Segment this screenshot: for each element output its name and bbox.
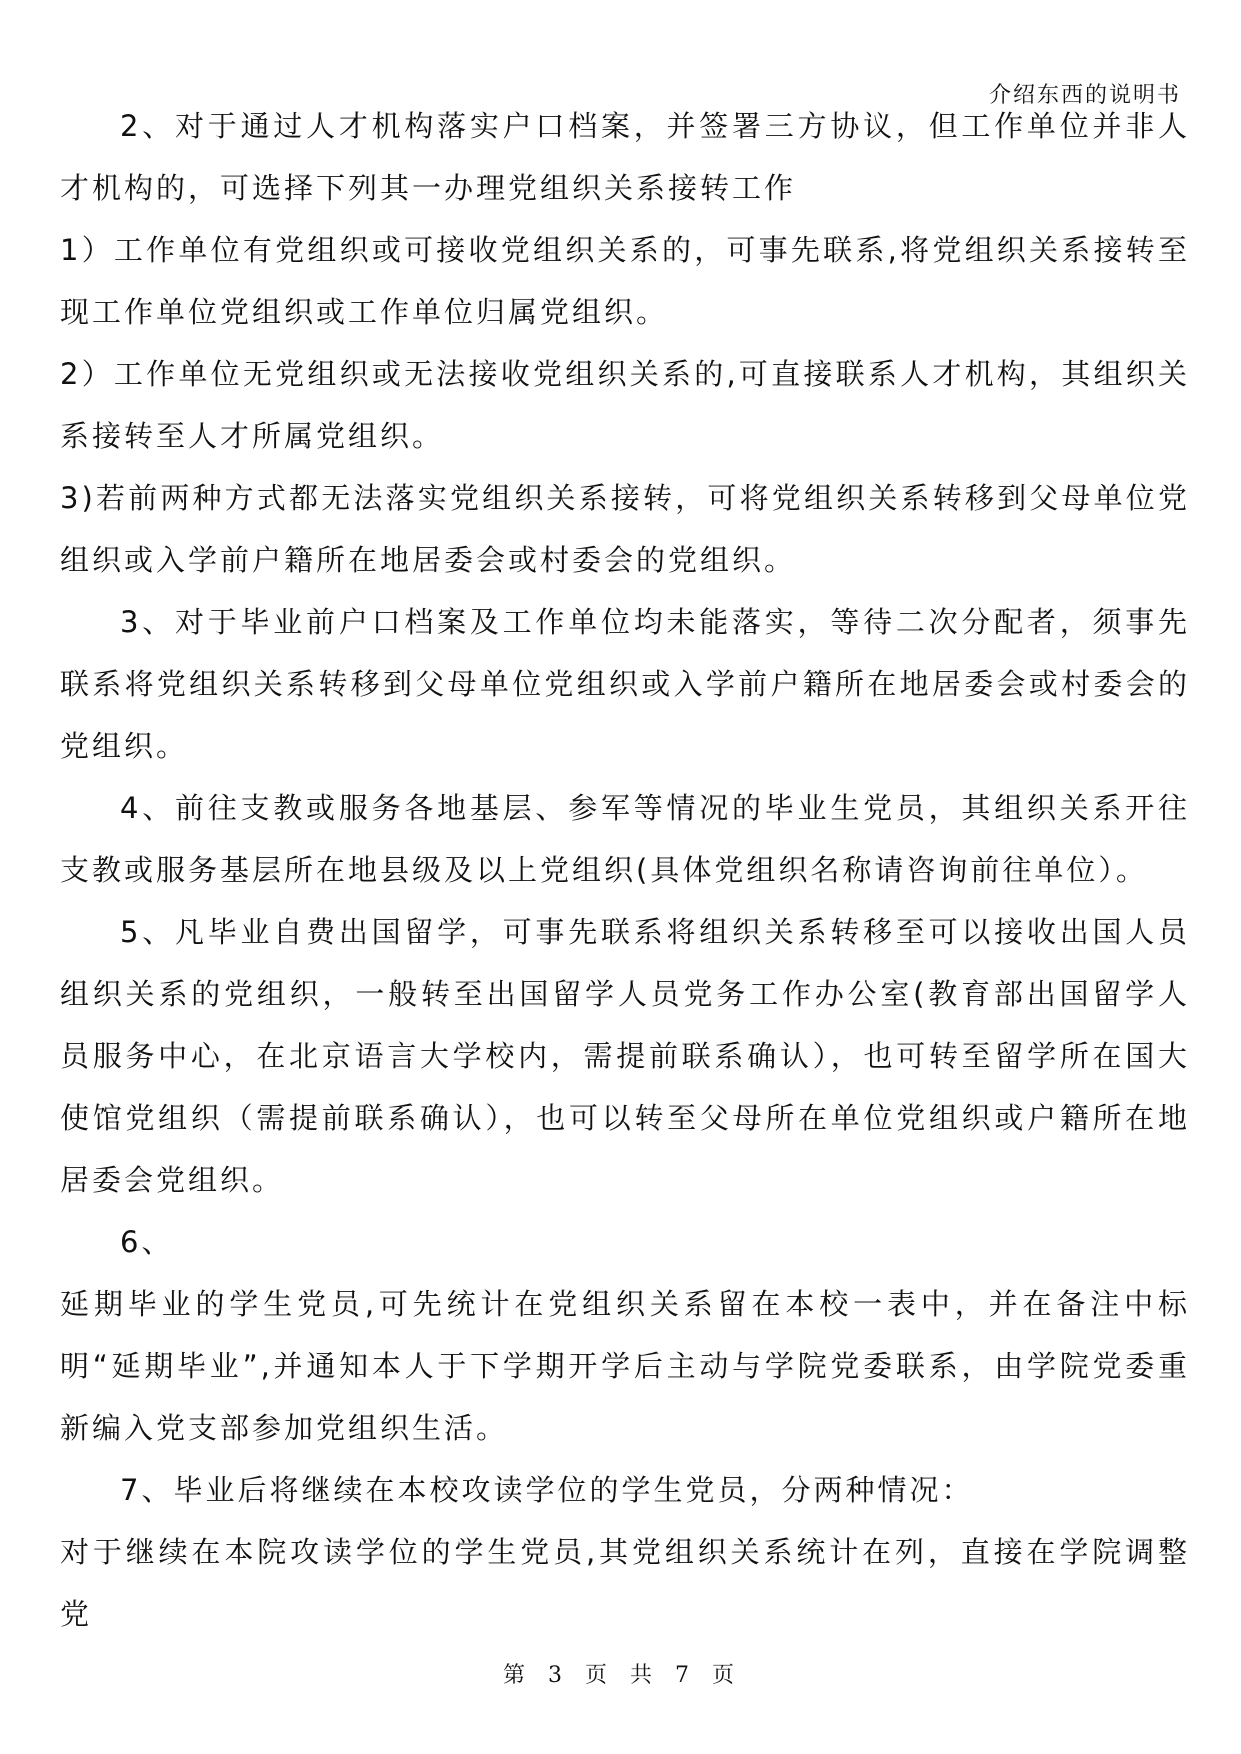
paragraph-item-7-body: 对于继续在本院攻读学位的学生党员,其党组织关系统计在列，直接在学院调整党 [60,1535,1190,1631]
footer-prefix: 第 [502,1663,529,1688]
footer-current-page: 3 [547,1663,566,1688]
paragraph-item-5: 5、凡毕业自费出国留学，可事先联系将组织关系转移至可以接收出国人员组织关系的党组织，一般转至出国留学人员党务工作办公室(教育部出国留学人员服务中心，在北京语言大学校内，需提前联系确认），也可转至留学所在国大使馆党组织（需提前联系确认），也可以转至父母所在单位党组织或户籍所在地居委会党组织。 [60,915,1190,1197]
paragraph-item-4: 4、前往支教或服务各地基层、参军等情况的毕业生党员，其组织关系开往支教或服务基层所在地县级及以上党组织(具体党组织名称请咨询前往单位）。 [60,791,1190,887]
paragraph-item-7: 7、毕业后将继续在本校攻读学位的学生党员，分两种情况： [120,1473,974,1507]
header-title: 介绍东西的说明书 [988,83,1181,108]
paragraph-item-6-body: 延期毕业的学生党员,可先统计在党组织关系留在本校一表中，并在备注中标明“延期毕业”,并通知本人于下学期开学后主动与学院党委联系，由学院党委重新编入党支部参加党组织生活。 [60,1287,1190,1445]
paragraph-item-2: 2、对于通过人才机构落实户口档案，并签署三方协议，但工作单位并非人才机构的，可选择下列其一办理党组织关系接转工作 [60,109,1190,205]
footer-total-pages: 7 [675,1663,694,1688]
paragraph-subitem-3: 3)若前两种方式都无法落实党组织关系接转，可将党组织关系转移到父母单位党组织或入学前户籍所在地居委会或村委会的党组织。 [60,481,1190,577]
paragraph-item-3: 3、对于毕业前户口档案及工作单位均未能落实，等待二次分配者，须事先联系将党组织关系转移到父母单位党组织或入学前户籍所在地居委会或村委会的党组织。 [60,605,1190,763]
paragraph-subitem-2: 2）工作单位无党组织或无法接收党组织关系的,可直接联系人才机构，其组织关系接转至人才所属党组织。 [60,357,1190,453]
page-footer [0,1658,1241,1689]
footer-suffix: 页 [712,1663,739,1688]
paragraph-subitem-1: 1）工作单位有党组织或可接收党组织关系的，可事先联系,将党组织关系接转至现工作单位党组织或工作单位归属党组织。 [60,233,1190,329]
document-body [60,95,1190,1645]
footer-page-word: 页 [584,1663,611,1688]
paragraph-item-6-number: 6、 [120,1225,174,1259]
footer-total-word: 共 [630,1663,657,1688]
